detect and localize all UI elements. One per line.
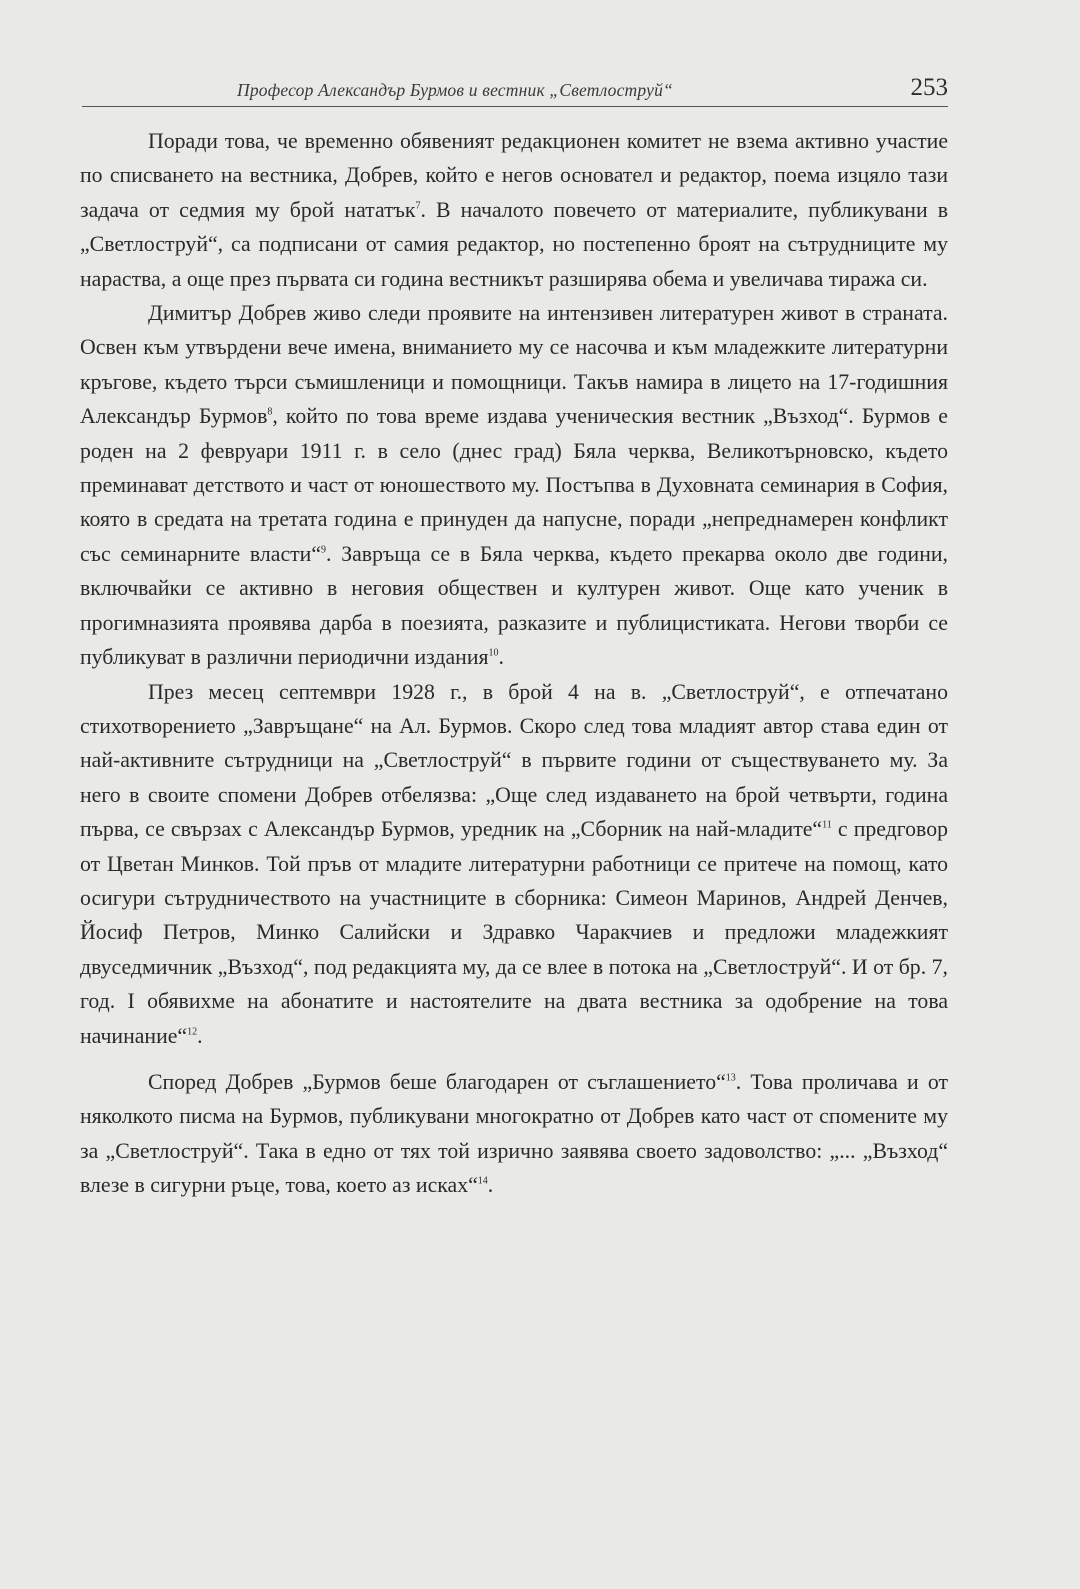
text-run: . Завръща се в Бяла черква, където прекарва около две години, включвайки се активно в неговия обществен и културен живот. Още като ученик в прогимназията проявява дарба в поезията, разказите и публицистиката. Негови творби се публикуват в различни периодични издания xyxy=(80,541,948,670)
footnote-ref: 7 xyxy=(415,200,421,212)
page-number: 253 xyxy=(910,74,948,101)
body-text xyxy=(80,124,948,1203)
text-run: , който по това време издава ученическия вестник „Възход“. Бурмов е роден на 2 февруари 1911 г. в село (днес град) Бяла черква, Великотърновско, където преминават детството и част от юношеството му. Постъпва в Духовната семинария в София, която в средата на третата година е принуден да напусне, поради „непреднамерен конфликт със семинарните власти“ xyxy=(80,404,948,566)
text-run: . В началото повечето от материалите, публикувани в „Светлоструй“, са подписани от самия редактор, но постепенно броят на сътрудниците му нараства, а още през първата си година вестникът разширява обема и увеличава тиража си. xyxy=(80,197,948,291)
paragraph-4 xyxy=(80,1065,948,1203)
text-run: Според Добрев „Бурмов беше благодарен от съглашението“ xyxy=(148,1069,726,1094)
footnote-ref: 11 xyxy=(822,819,832,831)
text-run: . Това проличава и от няколкото писма на Бурмов, публикувани многократно от Добрев като част от спомените му за „Светлоструй“. Така в едно от тях той изрично заявява своето задоволство: „... „Възход“ влезе в сигурни ръце, това, което аз исках“ xyxy=(80,1069,949,1198)
text-run: с предговор от Цветан Минков. Той пръв от младите литературни работници се притече на помощ, като осигури сътрудничеството на участниците в сборника: Симеон Маринов, Андрей Денчев, Йосиф Петров, Минко Салийски и Здравко Чаракчиев и предложи младежкият двуседмичник „Възход“, под редакцията му, да се влее в потока на „Светлоструй“. И от бр. 7, год. I обявихме на абонатите и настоятелите на двата вестника за одобрение на това начинание“ xyxy=(80,817,948,1048)
footnote-ref: 9 xyxy=(321,544,327,556)
text-run: . xyxy=(498,645,504,670)
paragraph-2 xyxy=(80,296,948,674)
running-head xyxy=(82,74,948,108)
footnote-ref: 14 xyxy=(477,1175,488,1187)
paragraph-3 xyxy=(80,675,948,1053)
text-run: Димитър Добрев живо следи проявите на интензивен литературен живот в страната. Освен към утвърдени вече имена, вниманието му се насочва и към младежките литературни кръгове, където търси съмишленици и помощници. Такъв намира в лицето на 17-годишния Александър Бурмов xyxy=(80,301,948,429)
running-title: Професор Александър Бурмов и вестник „Светлоструй“ xyxy=(237,80,673,100)
text-run: . xyxy=(487,1173,494,1198)
footnote-ref: 13 xyxy=(725,1072,736,1084)
text-run: Поради това, че временно обявеният редакционен комитет не взема активно участие по списването на вестника, Добрев, който е негов основател и редактор, поема изцяло тази задача от седмия му брой нататък xyxy=(80,129,948,222)
paragraph-1 xyxy=(80,124,948,296)
header-rule xyxy=(82,106,948,107)
footnote-ref: 10 xyxy=(488,647,499,659)
text-run: През месец септември 1928 г., в брой 4 на в. „Светлоструй“, е отпечатано стихотворението „Завръщане“ на Ал. Бурмов. Скоро след това младият автор става един от най-активните сътрудници на „Светлоструй“ в първите години от съществуването му. За него в своите спомени Добрев отбелязва: „Още след издаването на брой четвърти, година първа, се свързах с Александър Бурмов, уредник на „Сборник на най-младите“ xyxy=(80,679,948,842)
footnote-ref: 8 xyxy=(267,406,273,418)
footnote-ref: 12 xyxy=(187,1026,198,1038)
text-run: . xyxy=(197,1023,203,1048)
